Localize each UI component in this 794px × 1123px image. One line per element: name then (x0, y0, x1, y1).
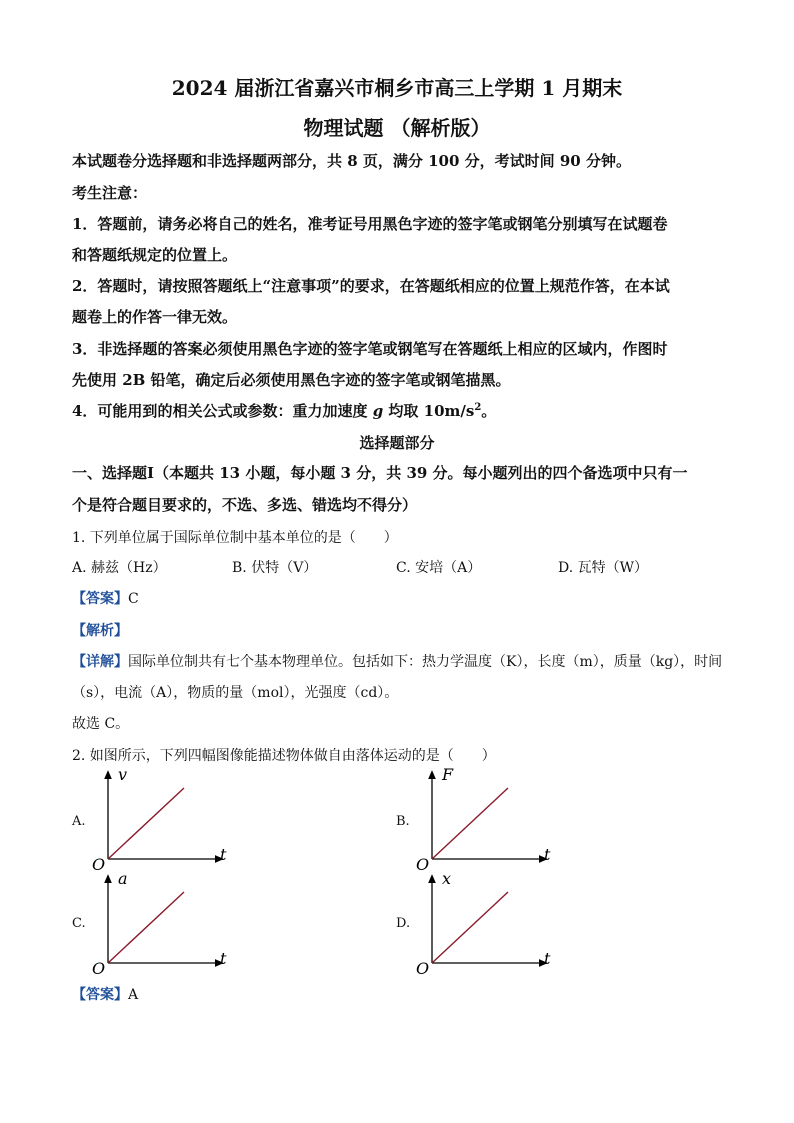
section-heading: 选择题部分 (359, 434, 435, 452)
origin-label: O (416, 855, 430, 874)
notice-item-4-post: 均取 10m/s (388, 402, 475, 420)
q1-answer (72, 588, 139, 608)
q1-option-a: A. 赫兹（Hz） (72, 560, 167, 576)
x-axis-label: t (220, 949, 227, 968)
x-axis-label: t (544, 845, 551, 864)
q2-stem: 2. 如图所示，下列四幅图像能描述物体做自由落体运动的是（ ） (72, 748, 496, 764)
notice-item-4 (72, 400, 496, 421)
detail-tag: 【详解】 (72, 654, 128, 670)
answer-value: C (128, 591, 139, 607)
q1-option-c: C. 安培（A） (396, 560, 482, 576)
q1-analysis (72, 620, 128, 640)
notice-item-2a: 2．答题时，请按照答题纸上“注意事项”的要求，在答题纸相应的位置上规范作答，在本试 (72, 277, 670, 295)
graph-d (412, 868, 562, 978)
q1-option-d: D. 瓦特（W） (558, 560, 649, 576)
graph-c (88, 868, 238, 978)
graph-line (432, 788, 508, 859)
intro-line: 本试题卷分选择题和非选择题两部分，共 8 页，满分 100 分，考试时间 90 分钟。 (72, 152, 631, 170)
page-subtitle: 物理试题 （解析版） (303, 116, 491, 140)
q2-option-b-label: B. (396, 814, 410, 829)
detail-text-a: 国际单位制共有七个基本物理单位。包括如下：热力学温度（K），长度（m），质量（kg），时间 (128, 654, 723, 670)
notice-item-3a: 3．非选择题的答案必须使用黑色字迹的签字笔或钢笔写在答题纸上相应的区域内，作图时 (72, 340, 668, 358)
answer-value: A (128, 987, 139, 1003)
x-axis-label: t (220, 845, 227, 864)
q2-option-a-label: A. (72, 814, 86, 829)
y-axis-label: a (118, 869, 128, 888)
x-axis-label: t (544, 949, 551, 968)
answer-tag: 【答案】 (72, 591, 128, 607)
origin-label: O (92, 855, 106, 874)
gravity-symbol: g (372, 402, 384, 420)
answer-tag: 【答案】 (72, 987, 128, 1003)
graph-line (108, 788, 184, 859)
graph-b (412, 764, 562, 874)
part1-line-a: 一、选择题Ⅰ（本题共 13 小题，每小题 3 分，共 39 分。每小题列出的四个备选项中只有一 (72, 464, 688, 482)
notice-item-4-sup: 2 (474, 402, 482, 413)
q1-detail-b: （s），电流（A），物质的量（mol），光强度（cd）。 (72, 685, 399, 701)
part1-line-b: 个是符合题目要求的，不选、多选、错选均不得分） (72, 496, 418, 514)
y-axis-label: F (442, 765, 454, 784)
q1-option-b: B. 伏特（V） (232, 560, 318, 576)
notice-item-4-end: 。 (481, 402, 497, 420)
graph-line (108, 892, 184, 963)
page-title: 2024 届浙江省嘉兴市桐乡市高三上学期 1 月期末 (171, 76, 623, 100)
q2-option-d-label: D. (396, 916, 411, 931)
q2-answer (72, 984, 138, 1004)
notice-item-4-pre: 4．可能用到的相关公式或参数：重力加速度 (72, 402, 368, 420)
notice-item-1a: 1．答题前，请务必将自己的姓名，准考证号用黑色字迹的签字笔或钢笔分别填写在试题卷 (72, 215, 668, 233)
notice-title: 考生注意： (72, 184, 148, 202)
graph-a (88, 764, 238, 874)
y-axis-label: v (118, 765, 128, 784)
q1-conclusion: 故选 C。 (72, 716, 130, 732)
analysis-tag: 【解析】 (72, 623, 128, 639)
origin-label: O (416, 959, 430, 978)
graph-line (432, 892, 508, 963)
notice-item-1b: 和答题纸规定的位置上。 (72, 246, 238, 264)
y-axis-label: x (442, 869, 452, 888)
q2-option-c-label: C. (72, 916, 86, 931)
notice-item-3b: 先使用 2B 铅笔，确定后必须使用黑色字迹的签字笔或钢笔描黑。 (72, 371, 511, 389)
q1-stem: 1. 下列单位属于国际单位制中基本单位的是（ ） (72, 530, 398, 546)
q1-detail-a (72, 651, 722, 671)
notice-item-2b: 题卷上的作答一律无效。 (72, 308, 238, 326)
origin-label: O (92, 959, 106, 978)
